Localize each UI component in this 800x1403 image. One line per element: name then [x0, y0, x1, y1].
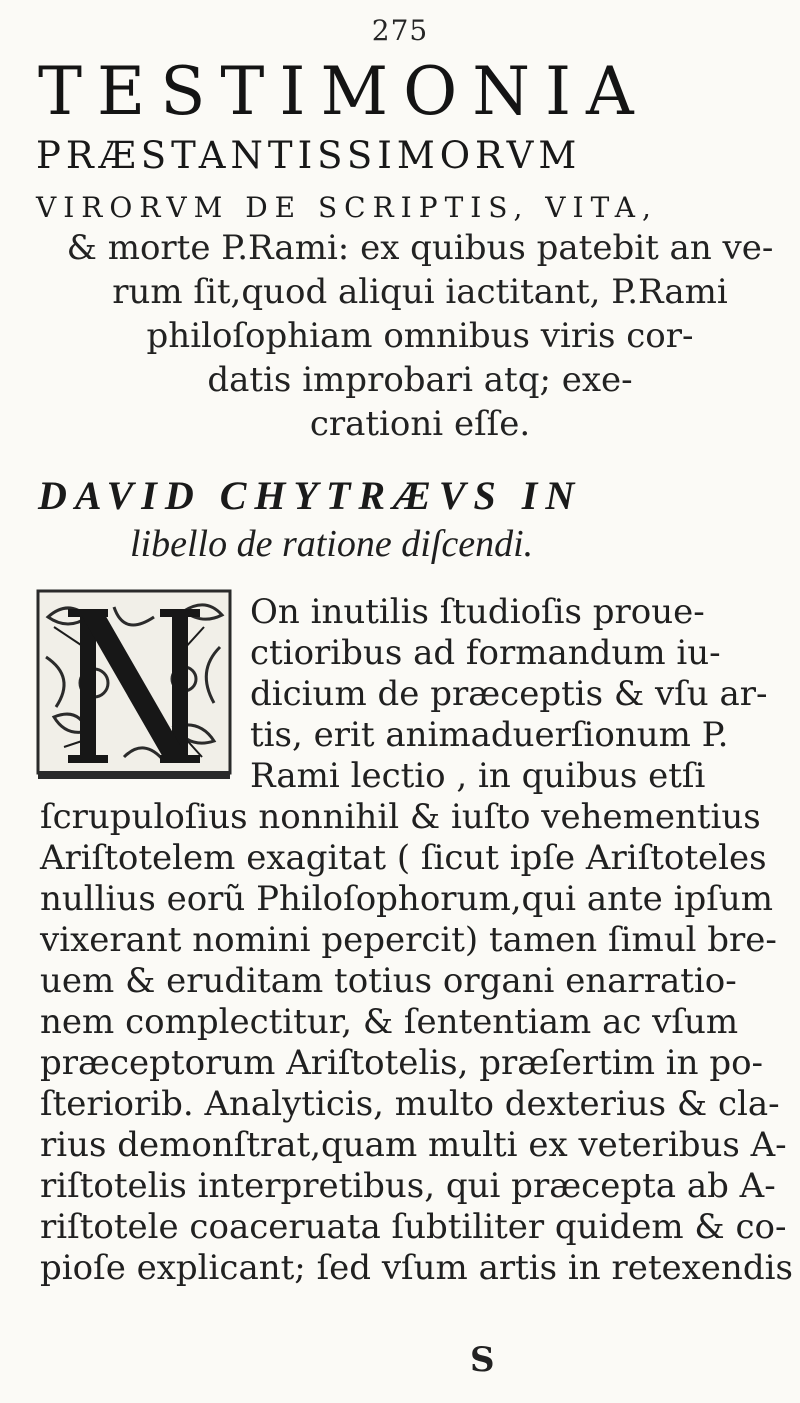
page-number: 275 [371, 14, 429, 47]
body-line: ctioribus ad formandum iu- [250, 633, 721, 673]
intro-line: philoſophiam omnibus viris cor- [146, 316, 694, 356]
section-book-title: libello de ratione diſcendi. [130, 523, 534, 565]
body-line: nem complectitur, & ſententiam ac vſum [40, 1002, 739, 1042]
body-line: On inutilis ſtudioſis proue- [250, 592, 705, 632]
section-author: DAVID CHYTRÆVS IN [38, 473, 583, 518]
body-line: riſtotele coaceruata ſubtiliter quidem & co- [40, 1207, 787, 1247]
body-line: tis, erit animaduerſionum P. [250, 715, 729, 755]
body-line: vixerant nomini pepercit) tamen ſimul bre- [40, 920, 777, 960]
body-line: ſteriorib. Analyticis, multo dexterius & cla- [40, 1084, 780, 1124]
heading-line: VIRORVM DE SCRIPTIS, VITA, [36, 191, 658, 224]
body-line: Ariſtotelem exagitat ( ſicut ipſe Ariſtoteles [40, 838, 767, 878]
intro-line: datis improbari atq; exe- [207, 360, 633, 400]
body-line: Rami lectio , in quibus etſi [250, 756, 706, 796]
intro-paragraph [50, 226, 790, 446]
body-line: ſcrupuloſius nonnihil & iuſto vehementius [40, 797, 761, 837]
body-line: pioſe explicant; ſed vſum artis in retexendis [40, 1248, 793, 1288]
body-line: præceptorum Ariſtotelis, præſertim in po- [40, 1043, 764, 1083]
page-subtitle: PRÆSTANTISSIMORVM [36, 134, 582, 177]
intro-line: crationi eſſe. [309, 404, 531, 444]
body-paragraph [30, 592, 793, 1289]
intro-line: rum ſit,quod aliqui iactitant, P.Rami [112, 272, 728, 312]
body-line: uem & eruditam totius organi enarratio- [40, 961, 737, 1001]
body-line: dicium de præceptis & vſu ar- [250, 674, 768, 714]
body-line: riſtotelis interpretibus, qui præcepta ab A- [40, 1166, 776, 1206]
body-line: rius demonſtrat,quam multi ex veteribus A- [40, 1125, 787, 1165]
intro-line: & morte P.Rami: ex quibus patebit an ve- [66, 228, 774, 268]
page-title: TESTIMONIA [38, 53, 649, 130]
catchword: S [470, 1340, 495, 1380]
body-line: nullius eorũ Philoſophorum,qui ante ipſum [40, 879, 773, 919]
